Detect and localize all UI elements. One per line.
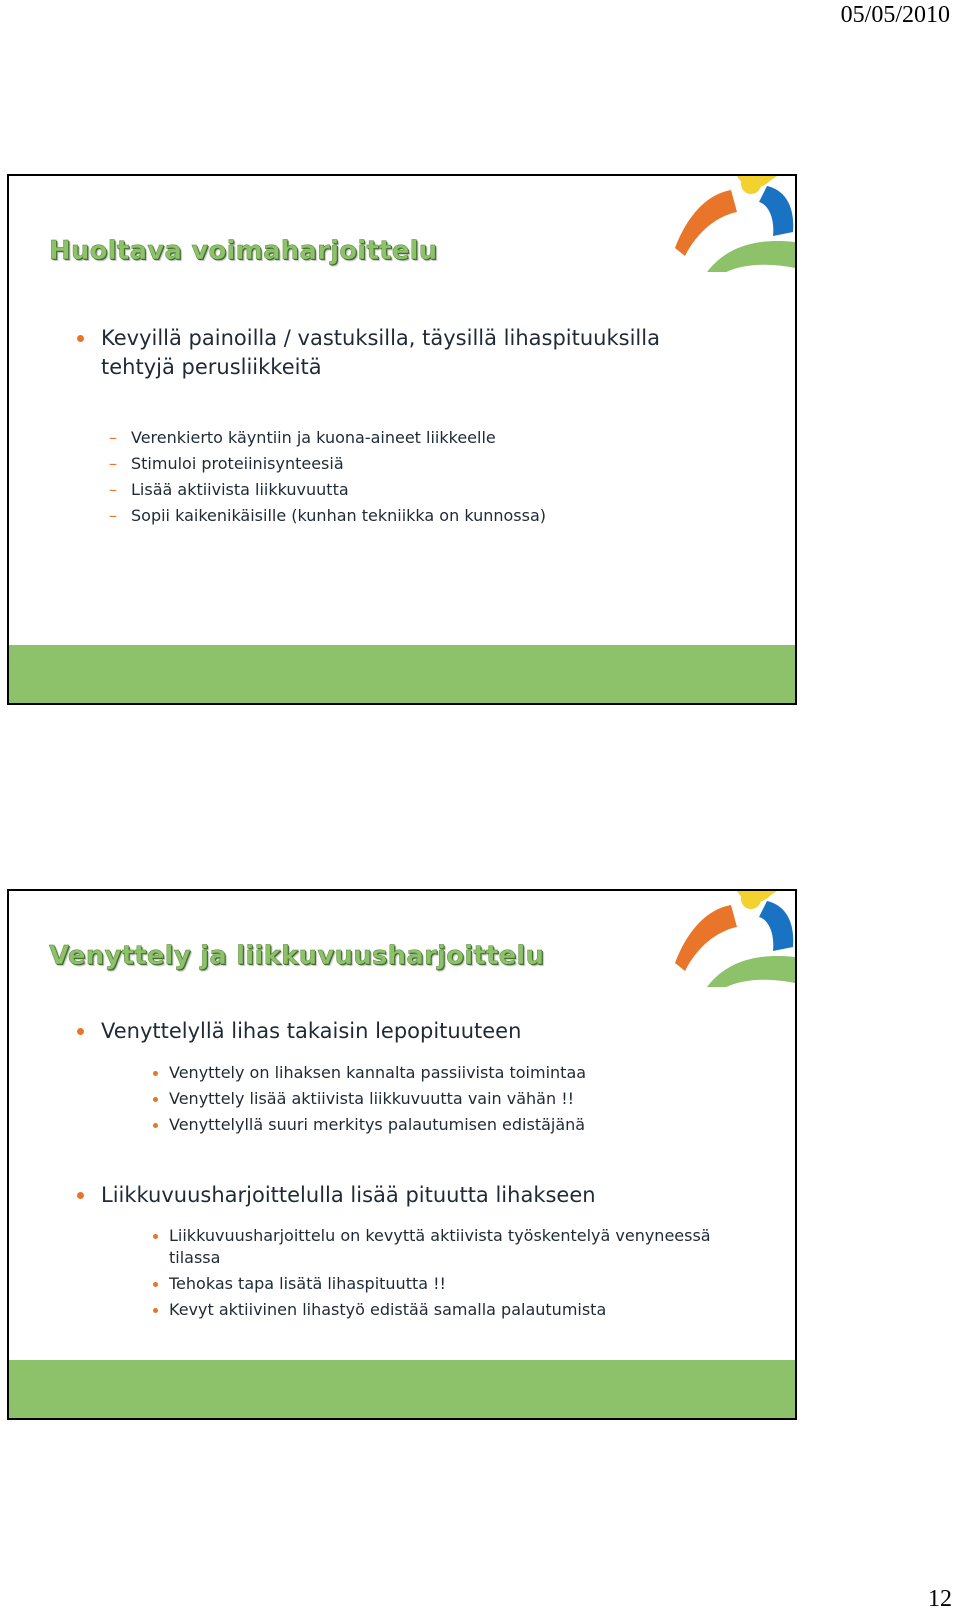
slide-footer-bar [9, 1360, 795, 1418]
sub-bullet: Venyttely lisää aktiivista liikkuvuutta vain vähän !! [169, 1088, 729, 1110]
sub-bullet: – Sopii kaikenikäisille (kunhan tekniikka on kunnossa) [131, 503, 546, 529]
page-number: 12 [928, 1586, 952, 1612]
sub-bullet: – Stimuloi proteiinisynteesiä [131, 451, 546, 477]
sub-bullet: Kevyt aktiivinen lihastyö edistää samalla palautumista [169, 1299, 729, 1321]
sub-bullet: – Verenkierto käyntiin ja kuona-aineet liikkeelle [131, 425, 546, 451]
sub-bullet-list [169, 1062, 729, 1140]
organization-logo-icon [667, 176, 795, 272]
slide-2 [7, 889, 797, 1420]
slide-footer-bar [9, 645, 795, 703]
slide-title: Venyttely ja liikkuvuusharjoittelu [49, 941, 545, 971]
slide-title: Huoltava voimaharjoittelu [49, 236, 438, 266]
sub-bullet: – Lisää aktiivista liikkuvuutta [131, 477, 546, 503]
slide-1 [7, 174, 797, 705]
sub-bullet-list [169, 1225, 729, 1325]
bullet-point: Kevyillä painoilla / vastuksilla, täysillä lihaspituuksilla tehtyjä perusliikkeitä [101, 324, 721, 382]
sub-bullet: Venyttely on lihaksen kannalta passiivista toimintaa [169, 1062, 729, 1084]
bullet-point: Venyttelyllä lihas takaisin lepopituuteen [101, 1017, 721, 1046]
page-date: 05/05/2010 [840, 2, 950, 28]
sub-bullet: Liikkuvuusharjoittelu on kevyttä aktiivista työskentelyä venyneessä tilassa [169, 1225, 729, 1269]
sub-bullet-list [131, 425, 546, 529]
organization-logo-icon [667, 891, 795, 987]
bullet-point: Liikkuvuusharjoittelulla lisää pituutta lihakseen [101, 1181, 721, 1210]
sub-bullet: Tehokas tapa lisätä lihaspituutta !! [169, 1273, 729, 1295]
sub-bullet: Venyttelyllä suuri merkitys palautumisen edistäjänä [169, 1114, 729, 1136]
